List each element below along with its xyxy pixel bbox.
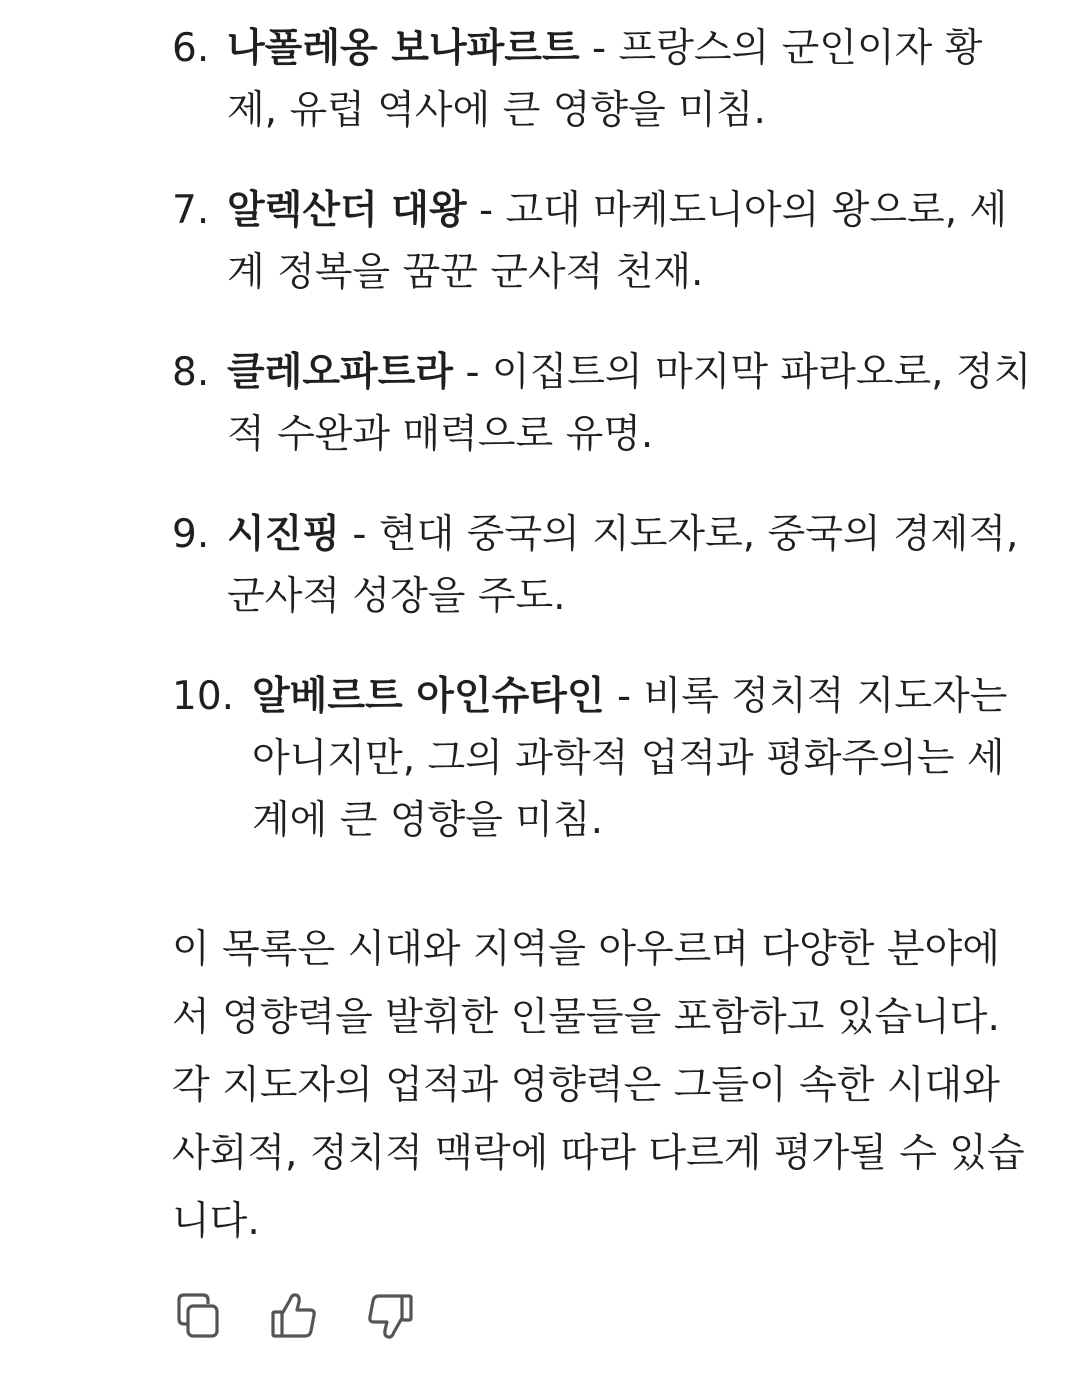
list-item-text (227, 18, 1032, 142)
list-item-number: 10. (172, 674, 235, 719)
list-item-name: 알베르트 아인슈타인 (252, 674, 605, 719)
list-item-number: 9. (172, 512, 210, 557)
summary-paragraph: 이 목록은 시대와 지역을 아우르며 다양한 분야에서 영향력을 발휘한 인물들을 포함하고 있습니다. 각 지도자의 업적과 영향력은 그들이 속한 시대와 사회적, 정치적 맥락에 따라 다르게 평가될 수 있습니다. (172, 927, 1025, 1244)
list-item-number: 7. (172, 188, 210, 233)
leader-list (172, 18, 1032, 852)
list-item-text (227, 180, 1032, 304)
copy-icon (174, 1290, 222, 1342)
thumbs-down-icon (366, 1290, 414, 1342)
list-item-description: - 프랑스의 군인이자 황제, 유럽 역사에 큰 영향을 미침. (227, 26, 983, 133)
thumbs-up-icon (270, 1290, 318, 1342)
list-item-name: 시진핑 (227, 512, 341, 557)
message-actions (174, 1290, 414, 1342)
list-item-name: 나폴레옹 보나파르트 (227, 26, 580, 71)
list-item (172, 666, 1032, 852)
list-item-text (227, 504, 1032, 628)
list-item-description: - 현대 중국의 지도자로, 중국의 경제적, 군사적 성장을 주도. (227, 512, 1019, 619)
thumbs-up-button[interactable] (270, 1290, 318, 1342)
list-item (172, 342, 1032, 466)
copy-button[interactable] (174, 1290, 222, 1342)
list-item-description: - 고대 마케도니아의 왕으로, 세계 정복을 꿈꾼 군사적 천재. (227, 188, 1008, 295)
list-item (172, 180, 1032, 304)
list-item-description: - 비록 정치적 지도자는 아니지만, 그의 과학적 업적과 평화주의는 세계에 큰 영향을 미침. (252, 674, 1008, 843)
list-item-name: 클레오파트라 (227, 350, 454, 395)
list-item-number: 6. (172, 26, 210, 71)
response-content (172, 18, 1032, 890)
list-item-number: 8. (172, 350, 210, 395)
list-item-text (252, 666, 1032, 852)
list-item-name: 알렉산더 대왕 (227, 188, 467, 233)
thumbs-down-button[interactable] (366, 1290, 414, 1342)
list-item-text (227, 342, 1032, 466)
list-item-description: - 이집트의 마지막 파라오로, 정치적 수완과 매력으로 유명. (227, 350, 1032, 457)
list-item (172, 504, 1032, 628)
list-item (172, 18, 1032, 142)
